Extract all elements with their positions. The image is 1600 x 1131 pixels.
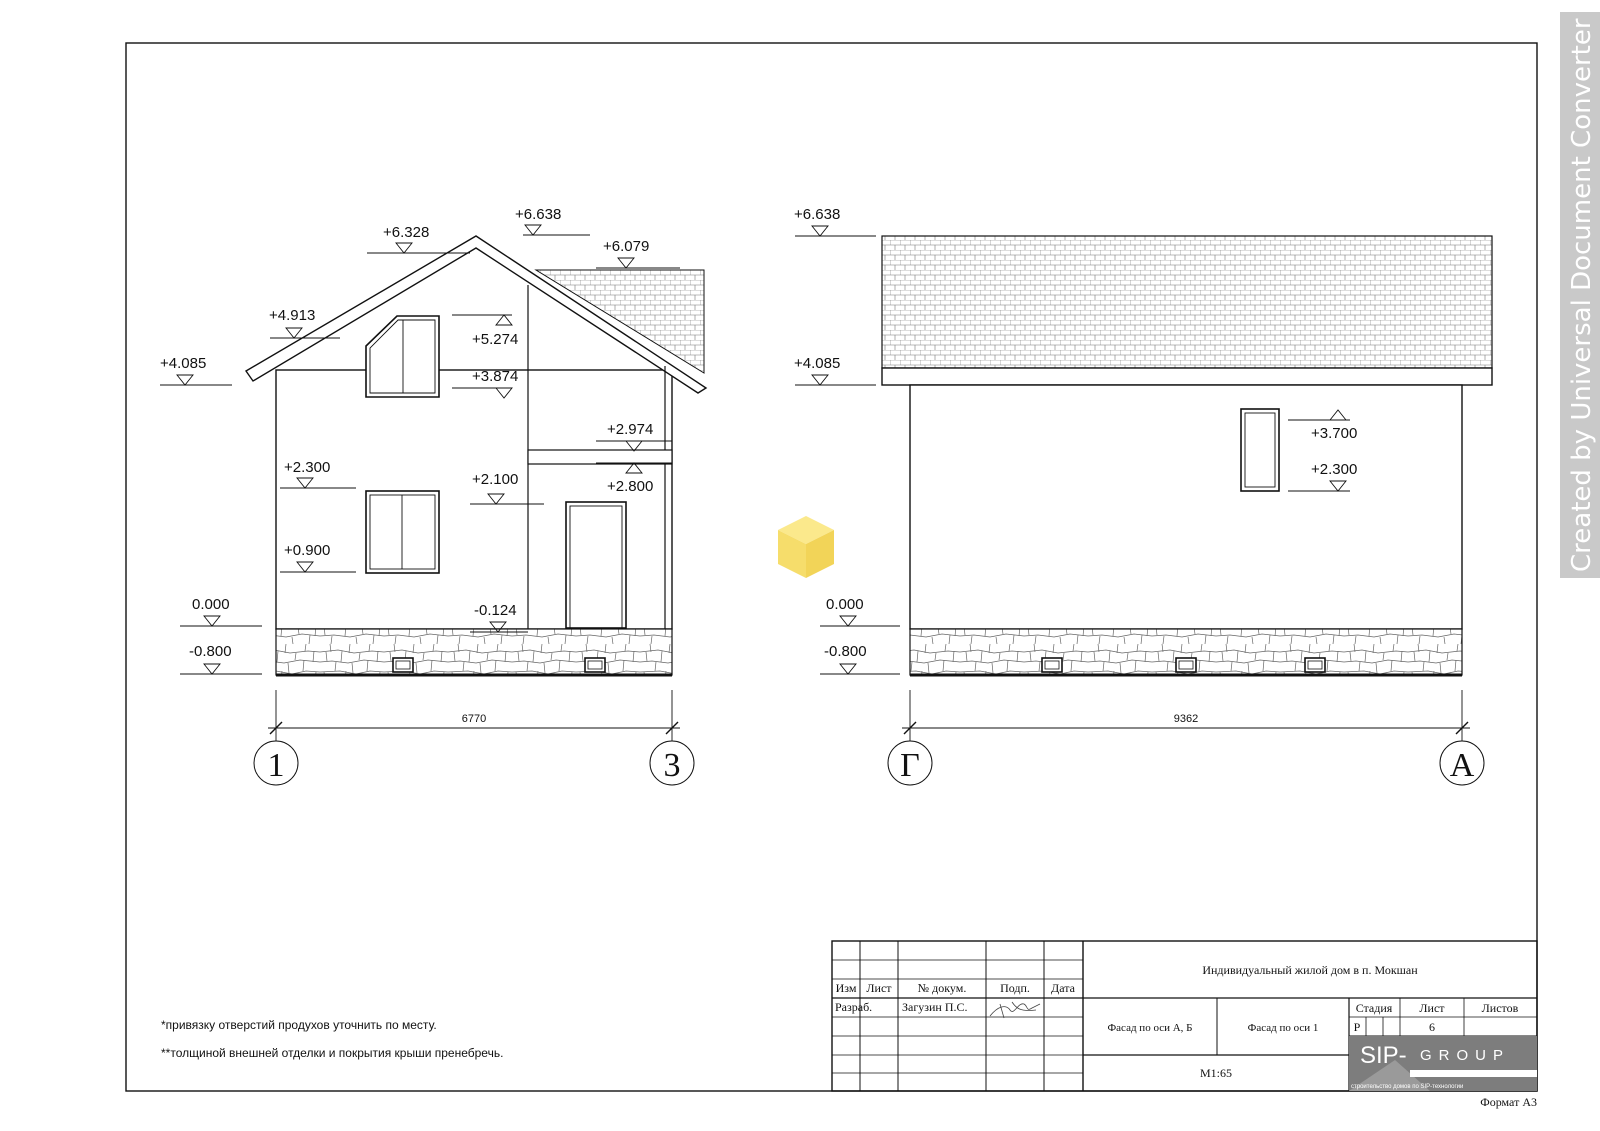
sheet-title: Фасад по оси А, Б — [1107, 1022, 1193, 1034]
level-mark: +6.079 — [603, 238, 650, 255]
level-mark: +4.085 — [794, 355, 841, 372]
sheet-value: 6 — [1429, 1020, 1435, 1034]
title-block-header: Дата — [1051, 981, 1075, 995]
left-facade-roof-tiles — [536, 270, 704, 373]
sheet-title: Фасад по оси 1 — [1247, 1022, 1319, 1034]
stage-header: Стадия — [1355, 1001, 1393, 1015]
right-facade — [794, 206, 1492, 785]
logo-subtext: строительство домов по SIP-технологии — [1351, 1084, 1464, 1090]
level-mark: +4.085 — [160, 355, 207, 372]
axis-label: А — [1449, 747, 1475, 784]
watermark — [1560, 12, 1600, 578]
level-mark: +2.974 — [607, 421, 654, 438]
project-title: Индивидуальный жилой дом в п. Мокшан — [1202, 963, 1418, 977]
left-facade-plinth — [276, 629, 672, 675]
left-facade-attic-window — [366, 316, 439, 397]
level-mark: -0.800 — [824, 643, 867, 660]
level-mark: 0.000 — [826, 596, 864, 613]
level-mark: -0.124 — [474, 602, 517, 619]
developer-name: Загузин П.С. — [902, 1000, 968, 1014]
axis-label: Г — [900, 747, 920, 784]
logo-text: GROUP — [1420, 1047, 1511, 1064]
right-facade-roof-tiles — [882, 236, 1492, 368]
sip-group-logo — [1349, 1036, 1537, 1091]
level-mark: +6.328 — [383, 224, 430, 241]
right-facade-wall — [910, 385, 1462, 629]
sheet-header: Лист — [1419, 1001, 1445, 1015]
right-facade-window — [1241, 409, 1279, 491]
cube-icon — [778, 516, 834, 578]
level-mark: +6.638 — [794, 206, 841, 223]
level-mark: 0.000 — [192, 596, 230, 613]
title-block-header: Изм — [835, 981, 857, 995]
scale-label: М1:65 — [1199, 1066, 1233, 1080]
level-mark: +2.800 — [607, 478, 654, 495]
axis-label: 3 — [663, 747, 681, 784]
note-text: **толщиной внешней отделки и покрытия крыши пренебречь. — [161, 1046, 504, 1060]
signature-icon — [990, 1002, 1040, 1018]
level-mark: +0.900 — [284, 542, 331, 559]
sheets-header: Листов — [1481, 1001, 1519, 1015]
title-block-header: Подп. — [1000, 981, 1030, 995]
stage-value: Р — [1353, 1020, 1361, 1034]
left-facade — [160, 206, 706, 785]
note-text: *привязку отверстий продухов уточнить по месту. — [161, 1018, 437, 1032]
level-mark: +6.638 — [515, 206, 562, 223]
format-label: Формат А3 — [1480, 1095, 1537, 1109]
level-mark: +2.300 — [284, 459, 331, 476]
left-facade-ground-window — [366, 491, 439, 573]
title-block-header: Лист — [866, 981, 892, 995]
right-facade-eave — [882, 368, 1492, 385]
left-facade-door — [566, 502, 626, 628]
left-facade-floor-band — [528, 450, 672, 464]
level-mark: +2.100 — [472, 471, 519, 488]
dimension-value: 9362 — [1173, 713, 1199, 725]
developer-role: Разраб. — [835, 1000, 873, 1014]
level-mark: +3.874 — [472, 368, 519, 385]
level-mark: +5.274 — [472, 331, 519, 348]
logo-text: SIP- — [1360, 1042, 1407, 1069]
level-mark: +3.700 — [1311, 425, 1358, 442]
title-block-header: № докум. — [917, 981, 967, 995]
level-mark: +4.913 — [269, 307, 316, 324]
level-mark: +2.300 — [1311, 461, 1358, 478]
level-mark: -0.800 — [189, 643, 232, 660]
watermark-text: Created by Universal Document Converter — [1567, 18, 1597, 572]
axis-label: 1 — [267, 747, 285, 784]
dimension-value: 6770 — [461, 713, 487, 725]
